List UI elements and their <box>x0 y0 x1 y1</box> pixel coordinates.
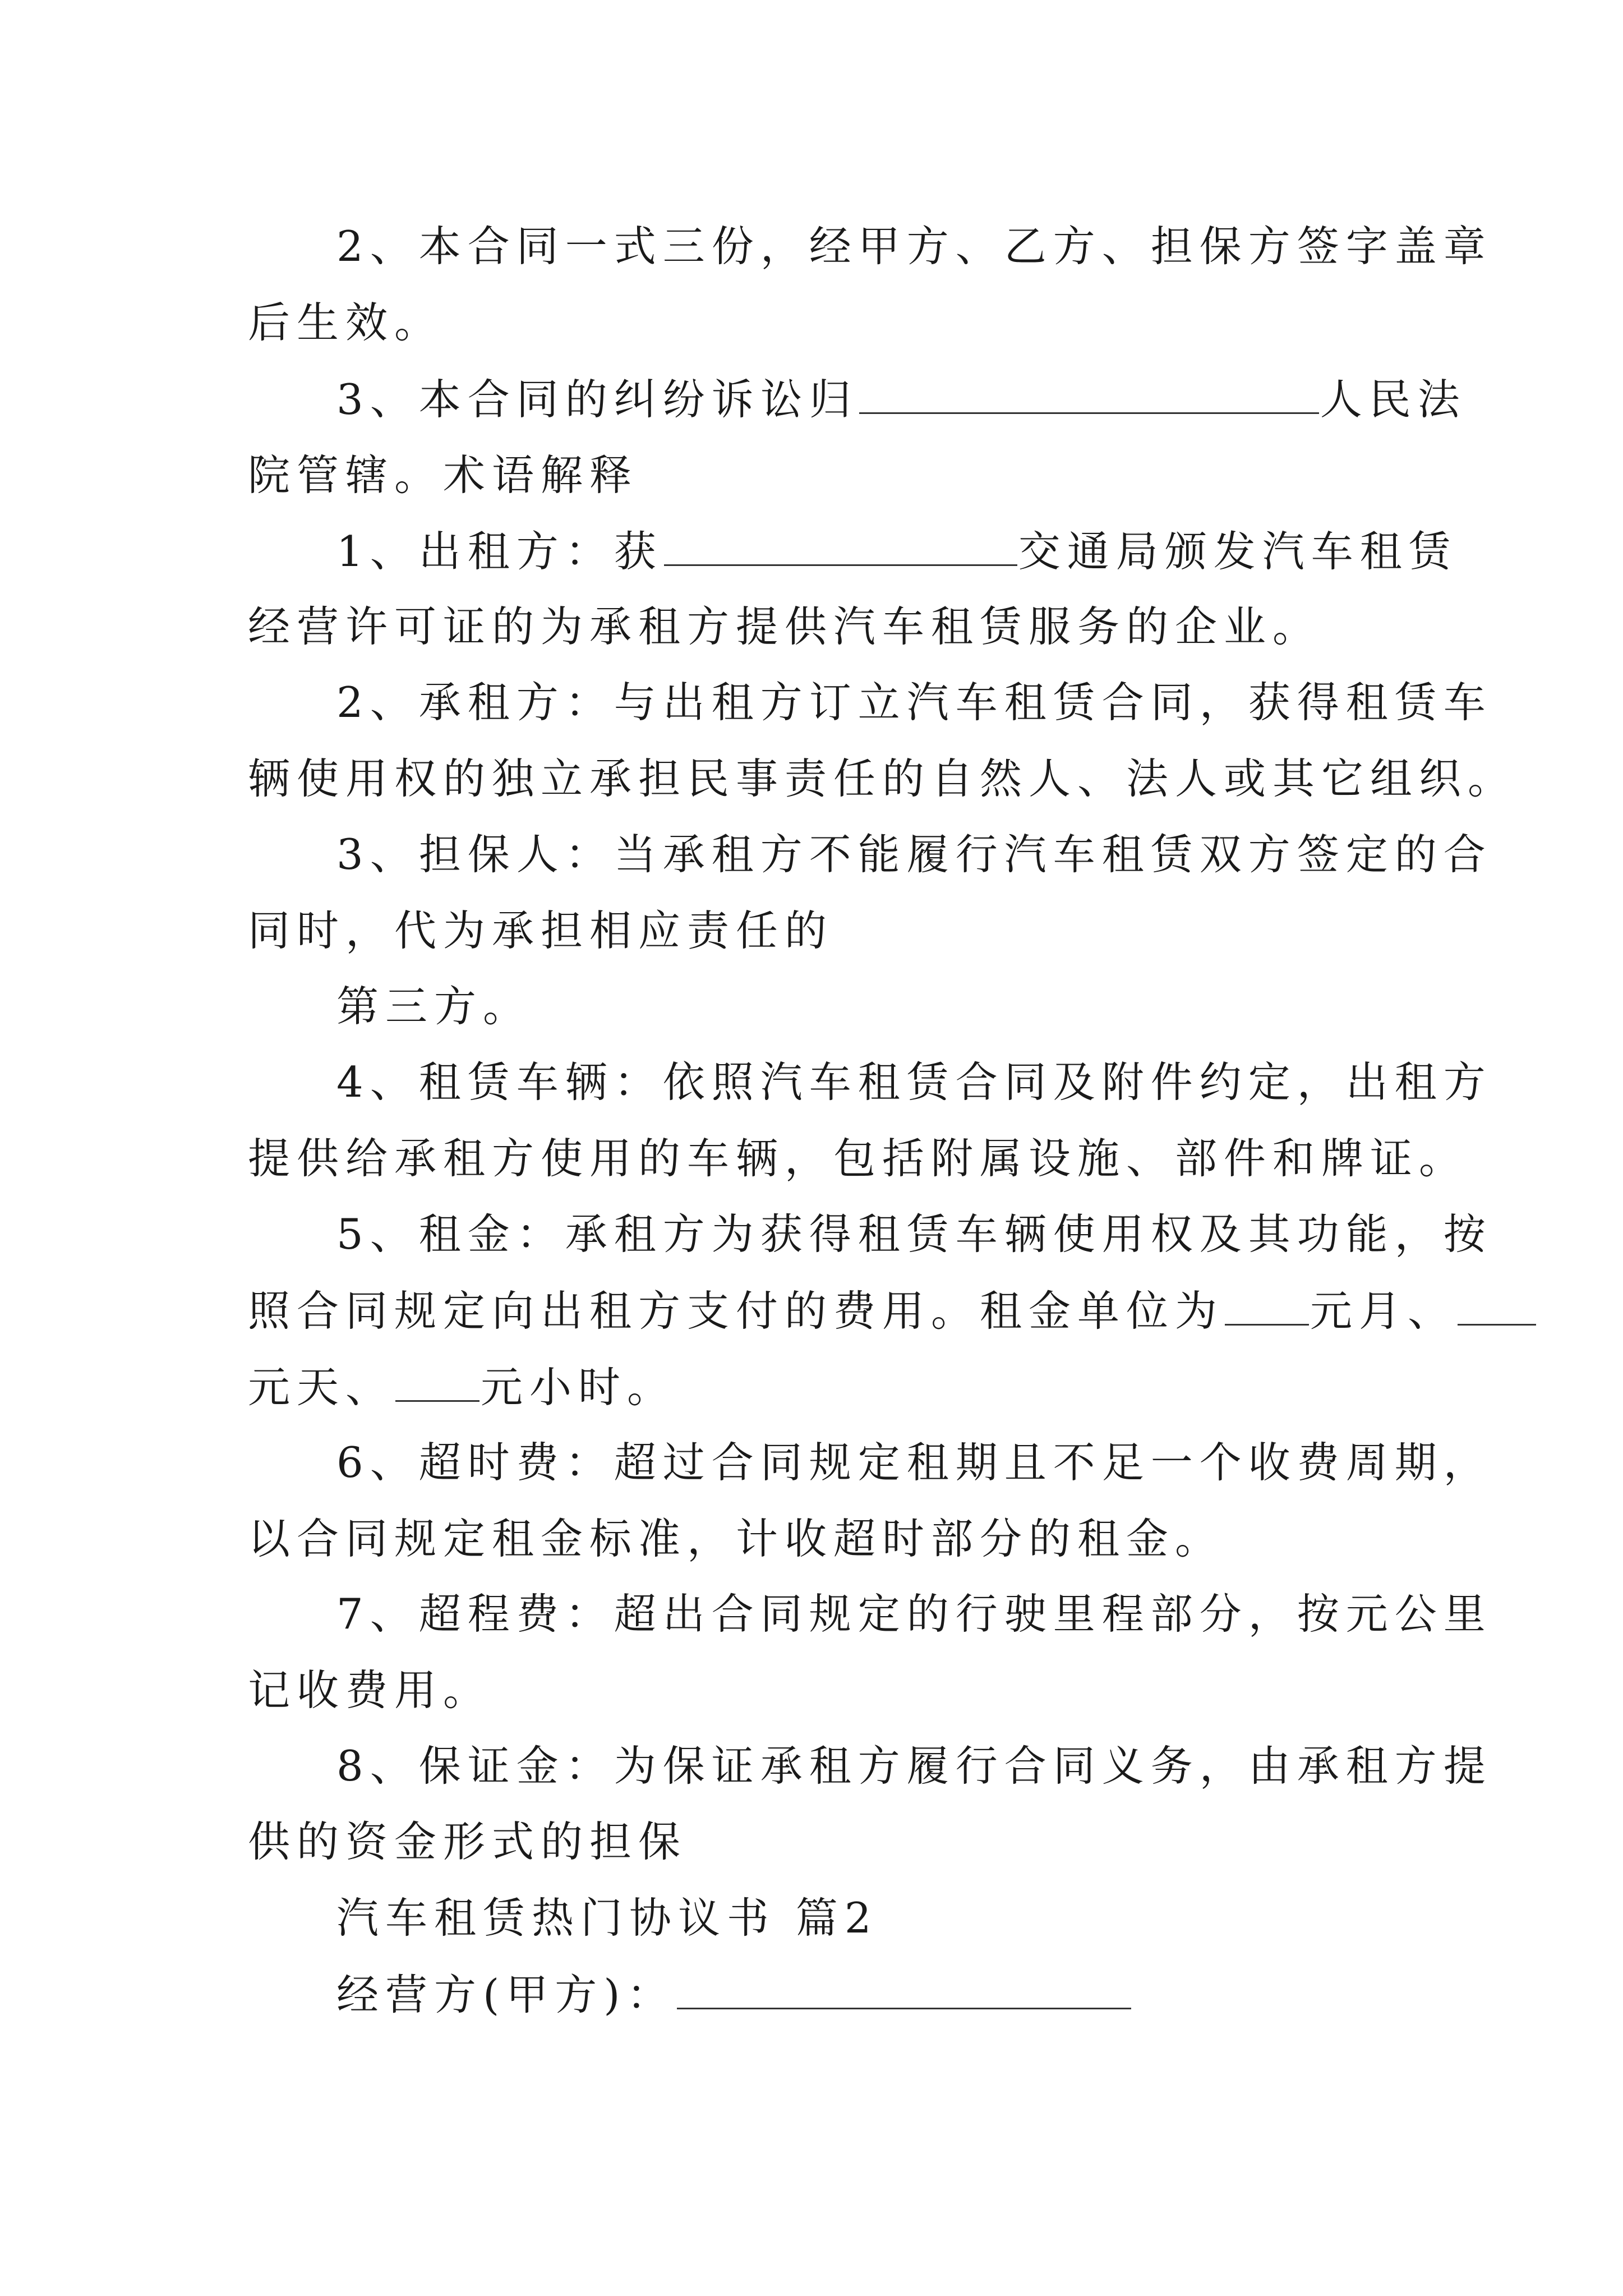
text-line: 2、本合同一式三份，经甲方、乙方、担保方签字盖章 <box>336 222 1492 271</box>
fill-in-blank <box>859 378 1319 414</box>
fill-in-blank <box>677 1973 1131 2009</box>
text-line: 后生效。 <box>248 298 444 347</box>
text-segment: 3、本合同的纠纷诉讼归 <box>336 375 858 424</box>
text-line <box>336 527 1458 576</box>
text-line: 同时，代为承担相应责任的 <box>248 906 834 955</box>
text-line: 经营许可证的为承租方提供汽车租赁服务的企业。 <box>248 602 1322 651</box>
section-heading: 汽车租赁热门协议书 篇2 <box>336 1893 878 1943</box>
text-line: 第三方。 <box>336 982 532 1031</box>
fill-in-blank <box>395 1365 479 1402</box>
text-segment: 人民法 <box>1320 375 1467 424</box>
text-line: 6、超时费：超过合同规定租期且不足一个收费周期， <box>336 1438 1492 1487</box>
text-segment: 元天、 <box>248 1363 395 1412</box>
fill-in-blank <box>1458 1289 1536 1326</box>
text-line <box>248 1286 1537 1336</box>
text-segment: 元小时。 <box>481 1363 676 1412</box>
text-line: 4、租赁车辆：依照汽车租赁合同及附件约定，出租方 <box>336 1057 1492 1107</box>
text-segment: 照合同规定向出租方支付的费用。租金单位为 <box>248 1286 1224 1336</box>
text-line: 以合同规定租金标准，计收超时部分的租金。 <box>248 1514 1224 1563</box>
text-line <box>336 375 1467 424</box>
text-segment: 经营方(甲方)： <box>336 1970 676 2019</box>
text-line: 2、承租方：与出租方订立汽车租赁合同，获得租赁车 <box>336 678 1492 727</box>
text-line: 院管辖。术语解释 <box>248 450 639 500</box>
text-line: 8、保证金：为保证承租方履行合同义务，由承租方提 <box>336 1741 1492 1791</box>
fill-in-blank <box>664 530 1017 566</box>
text-line: 提供给承租方使用的车辆，包括附属设施、部件和牌证。 <box>248 1134 1468 1183</box>
text-line: 5、租金：承租方为获得租赁车辆使用权及其功能，按 <box>336 1209 1492 1259</box>
text-line <box>336 1970 1132 2019</box>
text-segment: 交通局颁发汽车租赁 <box>1018 527 1458 576</box>
text-segment: 1、出租方：获 <box>336 527 663 576</box>
text-line: 7、超程费：超出合同规定的行驶里程部分，按元公里 <box>336 1589 1492 1639</box>
text-segment: 元月、 <box>1310 1286 1457 1336</box>
text-line <box>248 1363 676 1412</box>
text-line: 3、担保人：当承租方不能履行汽车租赁双方签定的合 <box>336 830 1492 879</box>
text-line: 记收费用。 <box>248 1665 492 1715</box>
fill-in-blank <box>1225 1289 1309 1326</box>
text-line: 辆使用权的独立承担民事责任的自然人、法人或其它组织。 <box>248 754 1517 803</box>
text-line: 供的资金形式的担保 <box>248 1817 688 1866</box>
